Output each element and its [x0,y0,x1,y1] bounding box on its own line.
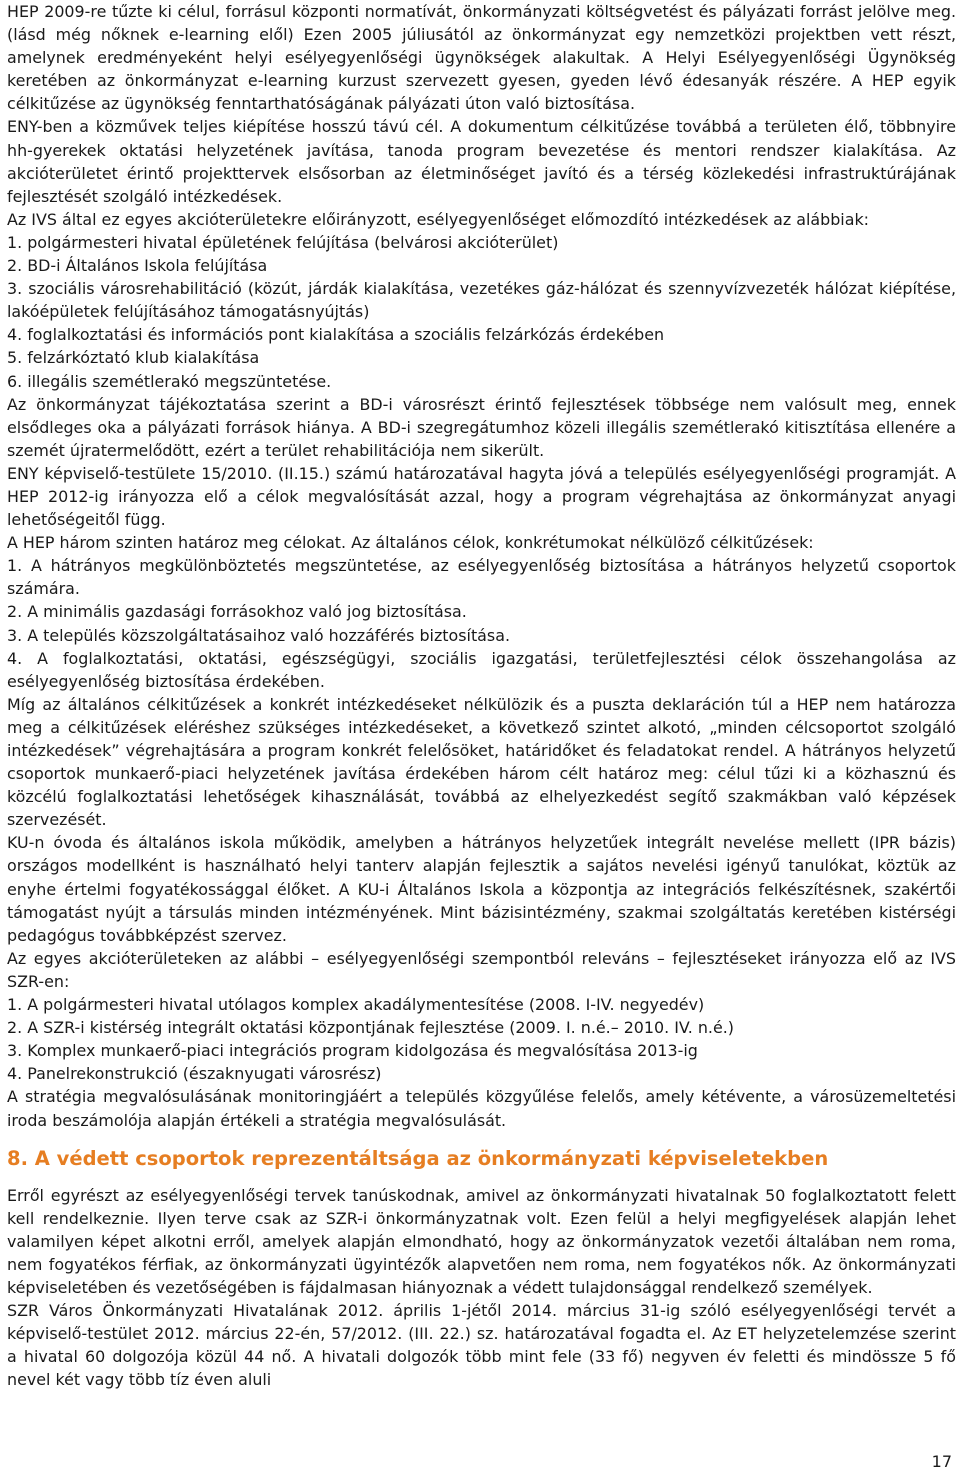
paragraph: ENY-ben a közművek teljes kiépítése hosszú távú cél. A dokumentum célkitűzése továbbá a területen élő, többnyire hh-gyerekek oktatási helyzetének javítása, tanoda program bevezetése és mentori rendszer kialakítása. Az akcióterületet érintő projekttervek elsősorban az életminőséget javító és a térség közlekedési infrastruktúrájának fejlesztését szolgáló intézkedések. [7,117,956,206]
list-item: 2. A SZR-i kistérség integrált oktatási központjának fejlesztése (2009. I. n.é.– 2010. IV. n.é.) [7,1018,735,1038]
list-item: 5. felzárkóztató klub kialakítása [7,348,260,368]
paragraph: KU-n óvoda és általános iskola működik, amelyben a hátrányos helyzetűek integrált nevelése mellett (IPR bázis) országos modellként is használható helyi tanterv alapján fejlesztik a sajátos nevelési igényű tanulókat, köztük az enyhe értelmi fogyatékossággal élőket. A KU-i Általános Iskola a központja az integrációs felkészítésnek, szakértői támogatást nyújt a társulás minden intézményének. Mint bázisintézmény, szakmai szolgáltatás keretében kistérségi pedagógus továbbképzést szervez. [7,833,956,945]
paragraph: SZR Város Önkormányzati Hivatalának 2012. április 1-jétől 2014. március 31-ig szóló esélyegyenlőségi tervét a képviselő-testület 2012. március 22-én, 57/2012. (III. 22.) sz. határozatával fogadta el. Az ET helyzetelemzése szerint a hivatal 60 dolgozója közül 44 nő. A hivatali dolgozók több mint fele (33 fő) negyven év feletti és mindössze 5 fő nevel két vagy több tíz éven aluli [7,1301,956,1390]
paragraph: Az egyes akcióterületeken az alábbi – esélyegyenlőségi szempontból releváns – fejlesztéseket irányozza elő az IVS SZR-en: [7,948,956,991]
list-item: 3. A település közszolgáltatásaihoz való hozzáférés biztosítása. [7,625,510,645]
paragraph: Az IVS által ez egyes akcióterületekre előirányzott, esélyegyenlőséget előmozdító intézkedések az alábbiak: [7,209,870,229]
list-item: 1. A polgármesteri hivatal utólagos komplex akadálymentesítése (2008. I-IV. negyedév) [7,995,705,1015]
list-item: 3. szociális városrehabilitáció (közút, járdák kialakítása, vezetékes gáz-hálózat és szennyvízvezeték hálózat kiépítése, lakóépületek felújításához támogatásnyújtás) [7,279,956,322]
paragraph: A HEP három szinten határoz meg célokat. Az általános célok, konkrétumokat nélkülöző célkitűzések: [7,533,814,553]
list-item: 4. Panelrekonstrukció (északnyugati városrész) [7,1064,382,1084]
paragraph: A stratégia megvalósulásának monitoringjáért a település közgyűlése felelős, amely kétévente, a városüzemeltetési iroda beszámolója alapján értékeli a stratégia megvalósulását. [7,1087,956,1130]
page-number: 17 [931,1452,952,1471]
paragraph: HEP 2009-re tűzte ki célul, forrásul központi normatívát, önkormányzati költségvetést és pályázati forrást jelölve meg. (lásd még nőknek e-learning elől) Ezen 2005 júliusától az önkormányzat egy nemzetközi projektben vett részt, amelynek eredményeként helyi esélyegyenlőségi ügynökségek alakultak. A Helyi Esélyegyenlőségi Ügynökség keretében az önkormányzat e-learning kurzust szervezett gyesen, gyeden lévő édesanyák részére. A HEP egyik célkitűzése az ügynökség fenntarthatóságának pályázati úton való biztosítása. [7,2,956,114]
section-heading: 8. A védett csoportok reprezentáltsága az önkormányzati képviseletekben [7,1146,829,1170]
paragraph: Míg az általános célkitűzések a konkrét intézkedéseket nélkülözik és a puszta deklaráción túl a HEP nem határozza meg a célkitűzések eléréshez szükséges intézkedéseket, a következő szintet alkotó, „minden célcsoportot szolgáló intézkedések” végrehajtására a program konkrét felelősöket, határidőket és feladatokat rendel. A hátrányos helyzetű csoportok munkaerő-piaci helyzetének javítása érdekében három célt határoz meg: célul tűzi ki a közhasznú és közcélú foglalkoztatási lehetőségek kihasználását, továbbá az elhelyezkedést segítő szakmákban való képzések szervezését. [7,694,956,830]
list-item: 2. BD-i Általános Iskola felújítása [7,256,268,276]
paragraph: Az önkormányzat tájékoztatása szerint a BD-i városrészt érintő fejlesztések többsége nem valósult meg, ennek elsődleges oka a pályázati források hiánya. A BD-i szegregátumhoz közeli illegális szemétlerakó kitisztítása ellenére a szemét újratermelődött, ezért a terület rehabilitációja nem sikerült. [7,394,956,460]
list-item: 1. polgármesteri hivatal épületének felújítása (belvárosi akcióterület) [7,232,559,252]
list-item: 3. Komplex munkaerő-piaci integrációs program kidolgozása és megvalósítása 2013-ig [7,1041,698,1061]
body-text-top [7,0,956,1132]
document-page [7,0,956,1391]
body-text-bottom [7,1184,956,1392]
list-item: 6. illegális szemétlerakó megszüntetése. [7,371,332,391]
list-item: 2. A minimális gazdasági forrásokhoz való jog biztosítása. [7,602,467,622]
list-item: 4. A foglalkoztatási, oktatási, egészségügyi, szociális igazgatási, területfejlesztési célok összehangolása az esélyegyenlőség biztosítása érdekében. [7,648,956,691]
list-item: 1. A hátrányos megkülönböztetés megszüntetése, az esélyegyenlőség biztosítása a hátrányos helyzetű csoportok számára. [7,556,956,599]
paragraph: ENY képviselő-testülete 15/2010. (II.15.) számú határozatával hagyta jóvá a település esélyegyenlőségi programját. A HEP 2012-ig irányozza elő a célok megvalósítását azzal, hogy a program végrehajtása az önkormányzat anyagi lehetőségeitől függ. [7,463,956,530]
list-item: 4. foglalkoztatási és információs pont kialakítása a szociális felzárkózás érdekében [7,325,665,345]
paragraph: Erről egyrészt az esélyegyenlőségi tervek tanúskodnak, amivel az önkormányzati hivatalnak 50 foglalkoztatott felett kell rendelkeznie. Ilyen terve csak az SZR-i önkormányzatnak volt. Ezen felül a helyi megfigyelések alapján lehet valamilyen képet alkotni erről, amelyek alapján elmondható, hogy az önkormányzatok vezetői általában nem roma, nem fogyatékos férfiak, az önkormányzati ügyintézők alapvetően nem roma, nem fogyatékos nők. Az önkormányzati képviseletében és vezetőségében is fájdalmasan hiányoznak a védett tulajdonsággal rendelkező személyek. [7,1185,956,1297]
